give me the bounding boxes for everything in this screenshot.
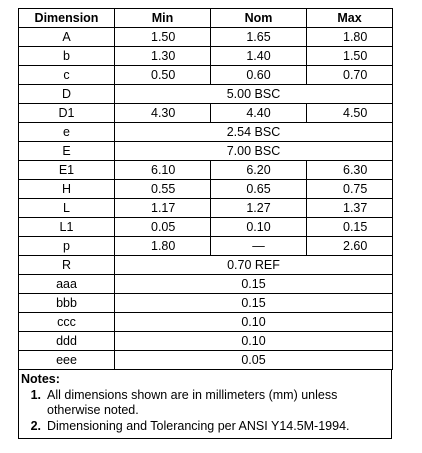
note-text: Dimensioning and Tolerancing per ANSI Y14.5M-1994.: [47, 419, 350, 433]
spanned-value-cell: 0.70 REF: [115, 256, 393, 275]
spanned-value-cell: 5.00 BSC: [115, 85, 393, 104]
nom-cell: 1.65: [211, 28, 307, 47]
dimension-cell: L1: [19, 218, 115, 237]
table-row: [19, 199, 393, 218]
table-row: [19, 180, 393, 199]
spanned-value-cell: 7.00 BSC: [115, 142, 393, 161]
min-cell: 4.30: [115, 104, 211, 123]
dimension-cell: eee: [19, 351, 115, 370]
dimension-cell: c: [19, 66, 115, 85]
nom-cell: 1.40: [211, 47, 307, 66]
max-cell: 0.15: [307, 218, 393, 237]
table-row: [19, 294, 393, 313]
min-cell: 6.10: [115, 161, 211, 180]
dimension-cell: E: [19, 142, 115, 161]
dimension-cell: D: [19, 85, 115, 104]
table-row: [19, 123, 393, 142]
table-row: [19, 237, 393, 256]
table-row: [19, 332, 393, 351]
table-row: [19, 104, 393, 123]
max-cell: 0.70: [307, 66, 393, 85]
notes-list: [19, 388, 391, 434]
dimension-cell: D1: [19, 104, 115, 123]
nom-cell: 6.20: [211, 161, 307, 180]
nom-cell: 0.60: [211, 66, 307, 85]
dimension-cell: b: [19, 47, 115, 66]
min-cell: 1.80: [115, 237, 211, 256]
header-min: Min: [115, 9, 211, 28]
table-row: [19, 66, 393, 85]
table-body: [19, 28, 393, 370]
table-row: [19, 85, 393, 104]
nom-cell: 0.10: [211, 218, 307, 237]
dimension-cell: ddd: [19, 332, 115, 351]
nom-cell: 1.27: [211, 199, 307, 218]
dimension-cell: p: [19, 237, 115, 256]
min-cell: 0.05: [115, 218, 211, 237]
note-text: All dimensions shown are in millimeters (mm) unless otherwise noted.: [47, 388, 338, 417]
header-dimension: Dimension: [19, 9, 115, 28]
table-row: [19, 28, 393, 47]
table-row: [19, 218, 393, 237]
dimension-table: [18, 8, 393, 370]
nom-cell: 0.65: [211, 180, 307, 199]
note-item: [19, 388, 391, 418]
table-row: [19, 142, 393, 161]
dimension-cell: bbb: [19, 294, 115, 313]
max-cell: 0.75: [307, 180, 393, 199]
table-row: [19, 313, 393, 332]
max-cell: 1.50: [307, 47, 393, 66]
note-item: [19, 419, 391, 434]
min-cell: 1.30: [115, 47, 211, 66]
note-number: 1.: [30, 388, 41, 402]
dimension-cell: E1: [19, 161, 115, 180]
dimension-table-block: [18, 8, 392, 439]
dimension-cell: e: [19, 123, 115, 142]
min-cell: 0.55: [115, 180, 211, 199]
header-nom: Nom: [211, 9, 307, 28]
dimension-cell: R: [19, 256, 115, 275]
spanned-value-cell: 0.05: [115, 351, 393, 370]
min-cell: 1.17: [115, 199, 211, 218]
nom-cell: 4.40: [211, 104, 307, 123]
table-row: [19, 256, 393, 275]
header-max: Max: [307, 9, 393, 28]
nom-cell: —: [211, 237, 307, 256]
min-cell: 0.50: [115, 66, 211, 85]
table-row: [19, 47, 393, 66]
dimension-cell: A: [19, 28, 115, 47]
spanned-value-cell: 0.10: [115, 313, 393, 332]
max-cell: 4.50: [307, 104, 393, 123]
table-row: [19, 161, 393, 180]
min-cell: 1.50: [115, 28, 211, 47]
table-row: [19, 351, 393, 370]
spanned-value-cell: 0.15: [115, 275, 393, 294]
spanned-value-cell: 0.15: [115, 294, 393, 313]
table-header-row: [19, 9, 393, 28]
max-cell: 2.60: [307, 237, 393, 256]
spanned-value-cell: 0.10: [115, 332, 393, 351]
notes-section: [18, 370, 392, 439]
max-cell: 1.37: [307, 199, 393, 218]
notes-title: Notes:: [21, 372, 60, 386]
spanned-value-cell: 2.54 BSC: [115, 123, 393, 142]
table-row: [19, 275, 393, 294]
max-cell: 1.80: [307, 28, 393, 47]
dimension-cell: H: [19, 180, 115, 199]
note-number: 2.: [30, 419, 41, 433]
dimension-cell: aaa: [19, 275, 115, 294]
dimension-cell: ccc: [19, 313, 115, 332]
max-cell: 6.30: [307, 161, 393, 180]
dimension-cell: L: [19, 199, 115, 218]
